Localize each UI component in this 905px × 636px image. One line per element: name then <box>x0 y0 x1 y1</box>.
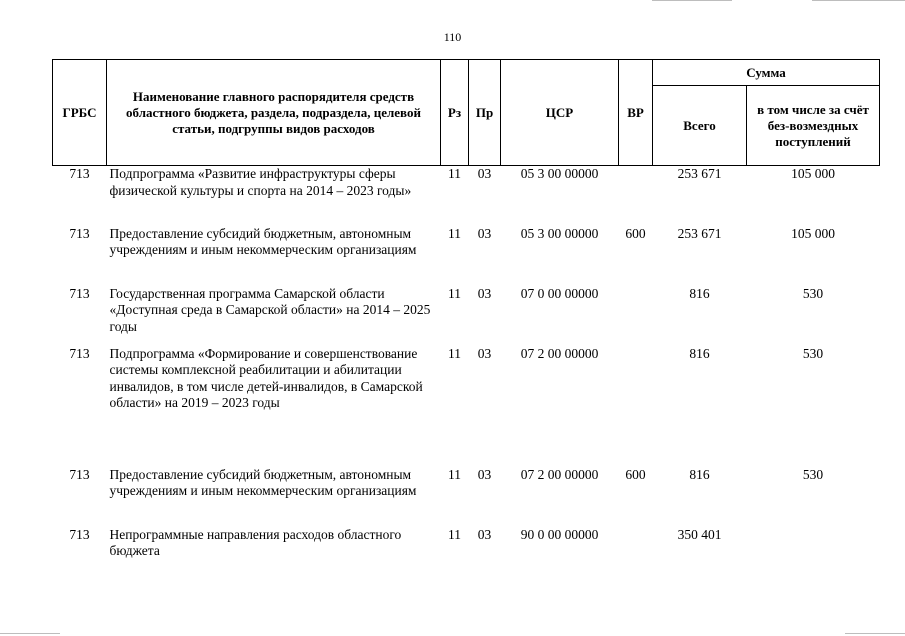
scan-artifact-line <box>845 633 905 634</box>
header-incl: в том числе за счёт без-возмездных поступлений <box>747 86 880 166</box>
cell-total: 253 671 <box>677 225 722 241</box>
cell-rz: 11 <box>448 466 461 482</box>
scan-artifact-line <box>0 633 60 634</box>
cell-vr <box>619 166 653 226</box>
cell-total: 816 <box>689 345 710 361</box>
cell-name: Предоставление субсидий бюджетным, автономным учреждениям и иным некоммерческим организациям <box>109 225 417 257</box>
cell-csr: 05 3 00 00000 <box>520 225 599 241</box>
cell-grbs: 713 <box>69 166 90 181</box>
cell-pr: 03 <box>477 345 492 361</box>
scan-artifact-line <box>652 0 732 1</box>
header-total: Всего <box>653 86 747 166</box>
cell-incl: 105 000 <box>791 166 835 181</box>
table-row <box>53 166 880 226</box>
cell-incl: 530 <box>802 345 824 361</box>
cell-vr: 600 <box>625 466 646 482</box>
scan-artifact-line <box>812 0 905 1</box>
cell-csr: 07 2 00 00000 <box>520 345 599 361</box>
cell-rz: 11 <box>448 345 461 361</box>
cell-rz: 11 <box>448 285 461 301</box>
cell-pr: 03 <box>477 166 492 181</box>
budget-table <box>52 59 880 567</box>
cell-name: Предоставление субсидий бюджетным, автономным учреждениям и иным некоммерческим организациям <box>109 466 417 498</box>
cell-total: 816 <box>689 466 710 482</box>
cell-grbs: 713 <box>69 466 90 482</box>
cell-total: 816 <box>689 285 710 301</box>
cell-incl: 530 <box>802 466 824 482</box>
page-number: 110 <box>443 30 462 44</box>
cell-csr: 07 2 00 00000 <box>520 466 599 482</box>
cell-rz: 11 <box>448 225 461 241</box>
table-row <box>53 346 880 467</box>
cell-pr: 03 <box>477 526 492 542</box>
cell-name: Подпрограмма «Формирование и совершенствование системы комплексной реабилитации и абилитации инвалидов, в том числе детей-инвалидов, в Самарской области» на 2019 – 2023 годы <box>109 345 423 410</box>
cell-csr: 90 0 00 00000 <box>520 526 599 542</box>
cell-name: Подпрограмма «Развитие инфраструктуры сферы физической культуры и спорта на 2014 – 2023 годы» <box>109 166 412 198</box>
cell-vr <box>619 346 653 467</box>
cell-vr: 600 <box>625 225 646 241</box>
cell-name: Государственная программа Самарской области «Доступная среда в Самарской области» на 2014 – 2025 годы <box>109 285 431 334</box>
table-row <box>53 467 880 527</box>
header-rz: Рз <box>441 60 469 166</box>
cell-csr: 05 3 00 00000 <box>520 166 599 181</box>
cell-pr: 03 <box>477 225 492 241</box>
cell-grbs: 713 <box>69 526 90 542</box>
cell-vr <box>619 527 653 567</box>
header-sum: Сумма <box>653 60 880 86</box>
cell-name: Непрограммные направления расходов областного бюджета <box>109 526 402 558</box>
cell-csr: 07 0 00 00000 <box>520 285 599 301</box>
header-name: Наименование главного распорядителя средств областного бюджета, раздела, подраздела, целевой статьи, подгруппы видов расходов <box>107 60 441 166</box>
cell-pr: 03 <box>477 466 492 482</box>
cell-vr <box>619 286 653 346</box>
header-csr: ЦСР <box>501 60 619 166</box>
cell-total: 350 401 <box>677 526 722 542</box>
cell-rz: 11 <box>448 526 461 542</box>
cell-incl <box>747 527 880 567</box>
cell-pr: 03 <box>477 285 492 301</box>
header-pr: Пр <box>469 60 501 166</box>
table-row <box>53 286 880 346</box>
cell-incl: 105 000 <box>791 225 835 241</box>
header-grbs: ГРБС <box>53 60 107 166</box>
cell-total: 253 671 <box>677 166 722 181</box>
cell-incl: 530 <box>802 285 824 301</box>
table-row <box>53 527 880 567</box>
cell-rz: 11 <box>448 166 461 181</box>
cell-grbs: 713 <box>69 225 90 241</box>
header-vr: ВР <box>619 60 653 166</box>
cell-grbs: 713 <box>69 345 90 361</box>
table-row <box>53 226 880 286</box>
cell-grbs: 713 <box>69 285 90 301</box>
